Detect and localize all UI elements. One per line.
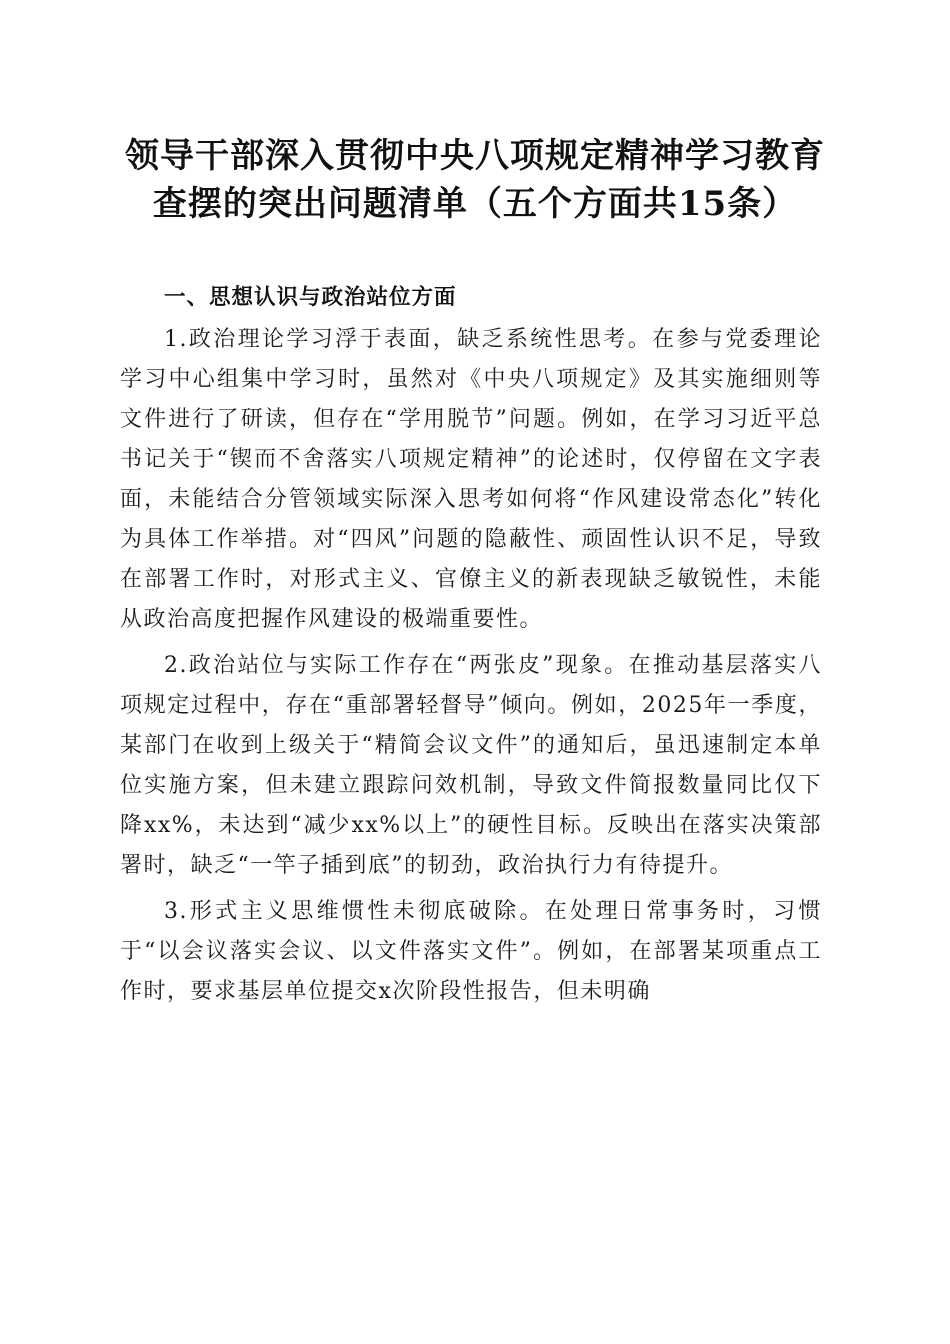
- title-line-2: 查摆的突出问题清单（五个方面共15条）: [152, 184, 798, 224]
- paragraph-1: 1.政治理论学习浮于表面，缺乏系统性思考。在参与党委理论学习中心组集中学习时，虽然对《中央八项规定》及其实施细则等文件进行了研读，但存在“学用脱节”问题。例如，在学习习近平总书记关于“锲而不舍落实八项规定精神”的论述时，仅停留在文字表面，未能结合分管领域实际深入思考如何将“作风建设常态化”转化为具体工作举措。对“四风”问题的隐蔽性、顽固性认识不足，导致在部署工作时，对形式主义、官僚主义的新表现缺乏敏锐性，未能从政治高度把握作风建设的极端重要性。: [120, 327, 822, 632]
- paragraph-3: 3.形式主义思维惯性未彻底破除。在处理日常事务时，习惯于“以会议落实会议、以文件落实文件”。例如，在部署某项重点工作时，要求基层单位提交x次阶段性报告，但未明确: [120, 899, 822, 1004]
- title-line-1: 领导干部深入贯彻中央八项规定精神学习教育: [125, 136, 825, 176]
- paragraph-2: 2.政治站位与实际工作存在“两张皮”现象。在推动基层落实八项规定过程中，存在“重部署轻督导”倾向。例如，2025年一季度，某部门在收到上级关于“精简会议文件”的通知后，虽迅速制定本单位实施方案，但未建立跟踪问效机制，导致文件简报数量同比仅下降xx%，未达到“减少xx%以上”的硬性目标。反映出在落实决策部署时，缺乏“一竿子插到底”的韧劲，政治执行力有待提升。: [120, 653, 823, 878]
- document-title: [90, 132, 860, 228]
- document-body: [120, 278, 822, 1018]
- section-heading: 一、思想认识与政治站位方面: [164, 285, 457, 310]
